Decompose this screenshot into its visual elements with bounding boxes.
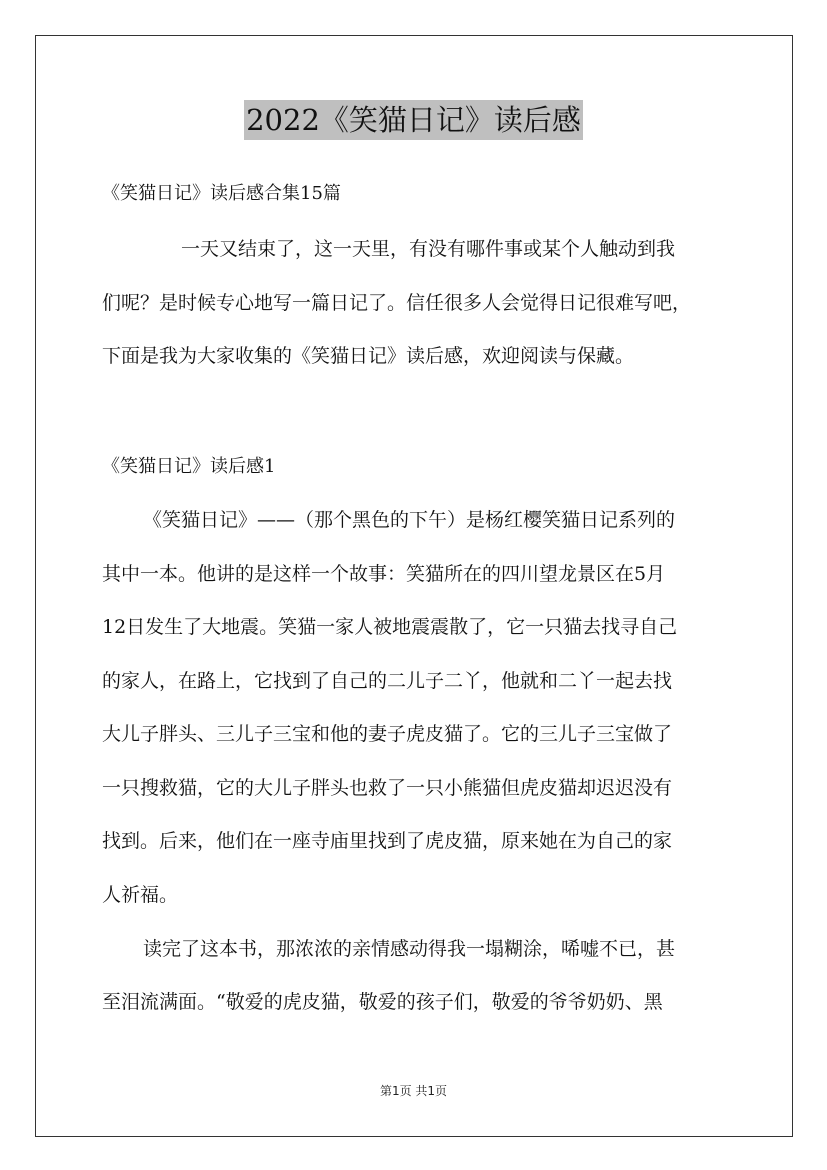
- document-subtitle: 《笑猫日记》读后感合集15篇: [102, 183, 341, 204]
- body-line: 其中一本。他讲的是这样一个故事：笑猫所在的四川望龙景区在5月: [102, 563, 666, 585]
- body-line: 至泪流满面。“敬爱的虎皮猫，敬爱的孩子们，敬爱的爷爷奶奶、黑: [102, 991, 663, 1013]
- body-line: 读完了这本书，那浓浓的亲情感动得我一塌糊涂，唏嘘不已，甚: [143, 938, 676, 960]
- intro-line: 一天又结束了，这一天里，有没有哪件事或某个人触动到我: [181, 238, 676, 260]
- body-line: 一只搜救猫，它的大儿子胖头也救了一只小熊猫但虎皮猫却迟迟没有: [102, 777, 673, 799]
- body-line: 的家人，在路上，它找到了自己的二儿子二丫，他就和二丫一起去找: [102, 670, 673, 692]
- section-heading: 《笑猫日记》读后感1: [102, 456, 276, 477]
- title-container: [0, 100, 827, 140]
- document-title: 2022《笑猫日记》读后感: [244, 100, 583, 140]
- body-line: 人祈福。: [102, 884, 179, 906]
- intro-line: 下面是我为大家收集的《笑猫日记》读后感，欢迎阅读与保藏。: [102, 345, 635, 367]
- page-number: 第1页 共1页: [379, 1084, 448, 1098]
- body-line: 《笑猫日记》——（那个黑色的下午）是杨红樱笑猫日记系列的: [143, 509, 676, 531]
- body-line: 大儿子胖头、三儿子三宝和他的妻子虎皮猫了。它的三儿子三宝做了: [102, 723, 673, 745]
- body-line: 12日发生了大地震。笑猫一家人被地震震散了，它一只猫去找寻自己: [102, 616, 678, 638]
- body-line: 找到。后来，他们在一座寺庙里找到了虎皮猫，原来她在为自己的家: [102, 830, 673, 852]
- intro-line: 们呢？是时候专心地写一篇日记了。信任很多人会觉得日记很难写吧，: [102, 292, 692, 314]
